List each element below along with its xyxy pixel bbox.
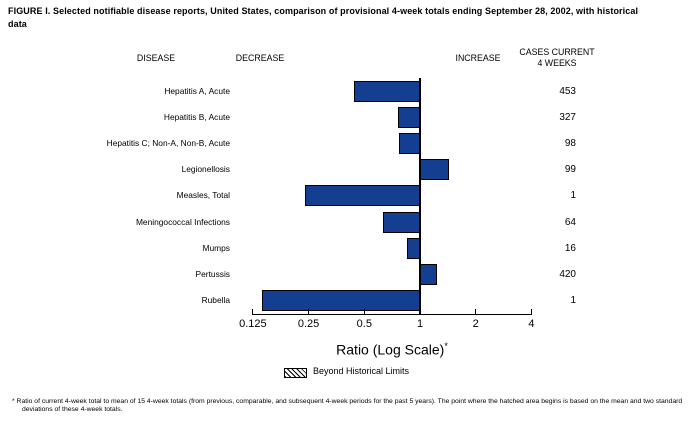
disease-label: Hepatitis B, Acute (163, 112, 230, 123)
x-axis-title (336, 341, 448, 358)
x-axis-tick (475, 309, 476, 314)
x-axis-tick (252, 309, 253, 314)
ratio-bar (420, 264, 437, 285)
cases-value: 64 (564, 216, 576, 228)
cases-value: 1 (570, 294, 576, 306)
column-header-cases (519, 47, 594, 69)
x-axis-line (252, 314, 532, 315)
column-header-cases-line2: 4 WEEKS (537, 58, 577, 68)
column-header-disease: DISEASE (136, 53, 176, 63)
cases-value: 420 (559, 268, 576, 280)
cases-value: 99 (564, 164, 576, 176)
x-axis-tick-label: 0.125 (239, 318, 267, 330)
cases-value: 16 (564, 242, 576, 254)
cases-value: 453 (559, 86, 576, 97)
x-axis-tick (419, 309, 420, 314)
figure-title: FIGURE I. Selected notifiable disease reports, United States, comparison of provisional 4-week totals ending September 28, 2002, with historical data (8, 6, 639, 29)
disease-label: Mumps (202, 242, 230, 253)
disease-label: Legionellosis (181, 164, 230, 175)
column-header-cases-line1: CASES CURRENT (519, 47, 595, 57)
cases-value: 98 (564, 138, 576, 150)
footnote (12, 398, 684, 414)
cases-value: 1 (570, 190, 576, 202)
disease-label: Hepatitis C; Non-A, Non-B, Acute (106, 138, 230, 149)
footnote-marker: * (12, 398, 15, 405)
disease-label: Pertussis (195, 268, 230, 279)
x-axis-tick (308, 309, 309, 314)
x-axis-title-footnote-marker: * (444, 341, 448, 351)
footnote-text: Ratio of current 4-week total to mean of 15 4-week totals (from previous, comparable, and subsequent 4-week periods for the past 5 years). The point where the hatched area begins is based on the mean and two standard deviations of these 4-week totals. (14, 398, 683, 414)
x-axis-tick-label: 0.25 (297, 318, 320, 330)
x-axis-tick (531, 309, 532, 314)
disease-label: Rubella (201, 294, 230, 305)
ratio-bar (407, 238, 420, 259)
legend-hatched-swatch (284, 368, 307, 378)
x-axis-tick-label: 2 (472, 318, 479, 330)
ratio-bar (354, 81, 420, 102)
disease-label: Measles, Total (176, 190, 230, 201)
x-axis-tick-label: 0.5 (356, 318, 372, 330)
ratio-bar (399, 133, 420, 154)
x-axis-tick-label: 1 (416, 318, 424, 330)
ratio-bar (420, 159, 449, 180)
disease-label: Hepatitis A, Acute (164, 86, 230, 96)
ratio-bar (262, 290, 420, 311)
column-header-decrease: DECREASE (235, 53, 285, 63)
ratio-bar (398, 107, 420, 128)
x-axis-tick-label: 4 (528, 318, 535, 330)
x-axis-tick (364, 309, 365, 314)
column-header-increase: INCREASE (455, 53, 501, 63)
disease-label: Meningococcal Infections (135, 216, 230, 227)
legend-label: Beyond Historical Limits (313, 366, 410, 376)
x-axis-title-text: Ratio (Log Scale) (336, 341, 445, 358)
cases-value: 327 (559, 112, 576, 124)
ratio-bar (383, 212, 420, 233)
ratio-bar (305, 185, 420, 206)
